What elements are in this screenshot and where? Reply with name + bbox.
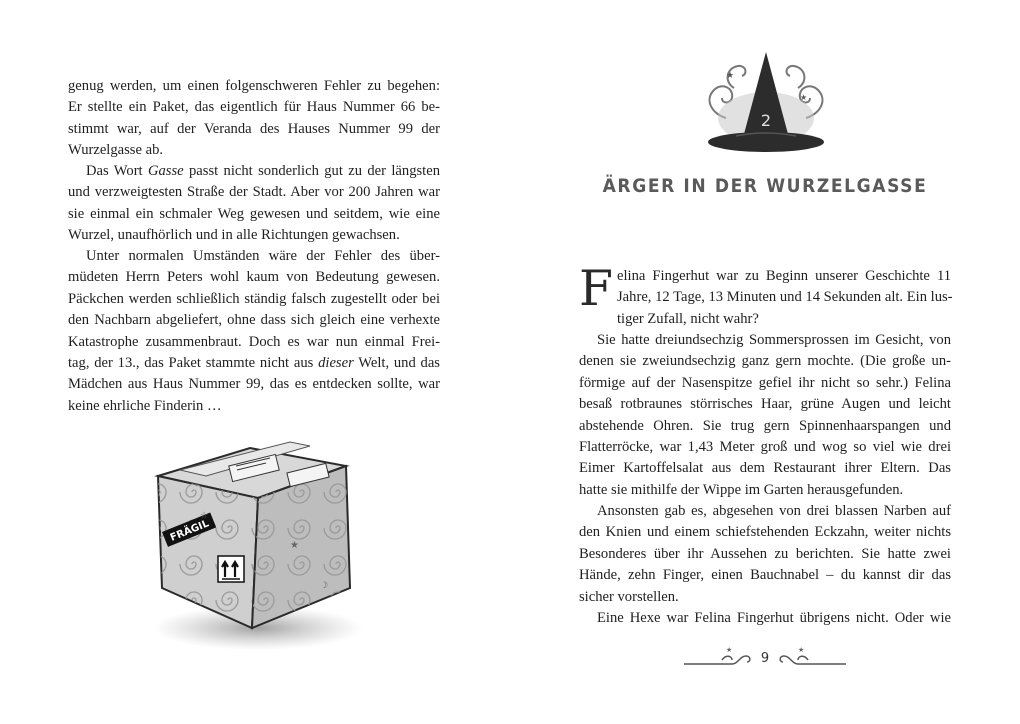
svg-text:★: ★ [798,646,805,654]
page-number: 9 [760,651,770,666]
package-illustration [140,438,380,656]
svg-text:☆: ☆ [200,511,209,521]
svg-text:★: ★ [726,71,735,81]
svg-text:★: ★ [290,540,299,551]
dropcap: F [579,260,613,317]
paragraph-3: Ansonsten gab es, abgesehen von drei blassen Narben auf den Knien und einem schiefstehenden Eckzahn, weiter nichts Besonderes über ihr Aussehen zu berichten. Sie hatte zwei Hände, zehn Finger, einen Bauchnabel – du kannst dir das sicher vorstellen. [579,503,951,605]
fragile-label: FRÄGIL [168,518,211,544]
paragraph-4: Eine Hexe war Felina Fingerhut übrigens nicht. Oder wie [597,610,951,626]
chapter-title: ÄRGER IN DER WURZELGASSE [602,175,928,197]
svg-text:☽: ☽ [320,581,329,591]
right-page [510,0,1020,724]
svg-text:★: ★ [726,646,733,654]
paragraph-1: F elina Fingerhut war zu Beginn unserer Geschichte 11 Jahre, 12 Tage, 13 Minuten und 14 Sekunden alt. Ein lus- tiger Zufall, nicht wahr? [579,260,953,327]
paragraph-2: Das Wort Gasse passt nicht sonderlich gut zu der längsten und verzweigtesten Straße der Stadt. Aber vor 200 Jahren war sie einmal ein schmaler Weg gewesen und seitdem, wie eine Wurzel, unaufhörlich und in alle Richtungen gewachsen. [68,163,441,244]
svg-text:★: ★ [800,93,808,102]
chapter-number: 2 [760,111,772,130]
witch-hat-emblem [696,48,836,160]
paragraph-3: Unter normalen Umständen wäre der Fehler des über- müdeten Herrn Peters wohl kaum von Bedeutung gewesen. Päckchen werden schließlich ständig falsch zugestellt oder bei den Nachbarn abgeliefert, ohne dass sich gleich eine verhexte Katastrophe zusammenbraut. Doch es war nun einmal Frei- tag, der 13., das Paket stammte nicht aus dieser Welt, und das Mädchen aus Haus Nummer 99, das es entdecken sollte, war keine ehrliche Finderin … [68,248,440,414]
paragraph-1: genug werden, um einen folgenschweren Fehler zu begehen: Er stellte ein Paket, das eigentlich für Haus Nummer 66 be- stimmt war, auf der Veranda des Hauses Nummer 99 der Wurzelgasse ab. [68,78,440,159]
page-number-ornament [682,640,848,672]
paragraph-2: Sie hatte dreiundsechzig Sommersprossen im Gesicht, von denen sie zweiundsechzig ganz gern mochte. (Die große un- förmige auf der Nasenspitze gefiel ihr nicht so sehr.) Felina besaß rotbraunes störrisches Haar, grüne Augen und leicht abstehende Ohren. Sie trug gern Spinnenhaarspangen und Flatterröcke, war 1,43 Meter groß und wog so viel wie drei Eimer Kartoffelsalat aus dem Restaurant ihrer Eltern. Das hatte sie mithilfe der Wippe im Garten herausgefunden. [579,332,951,498]
